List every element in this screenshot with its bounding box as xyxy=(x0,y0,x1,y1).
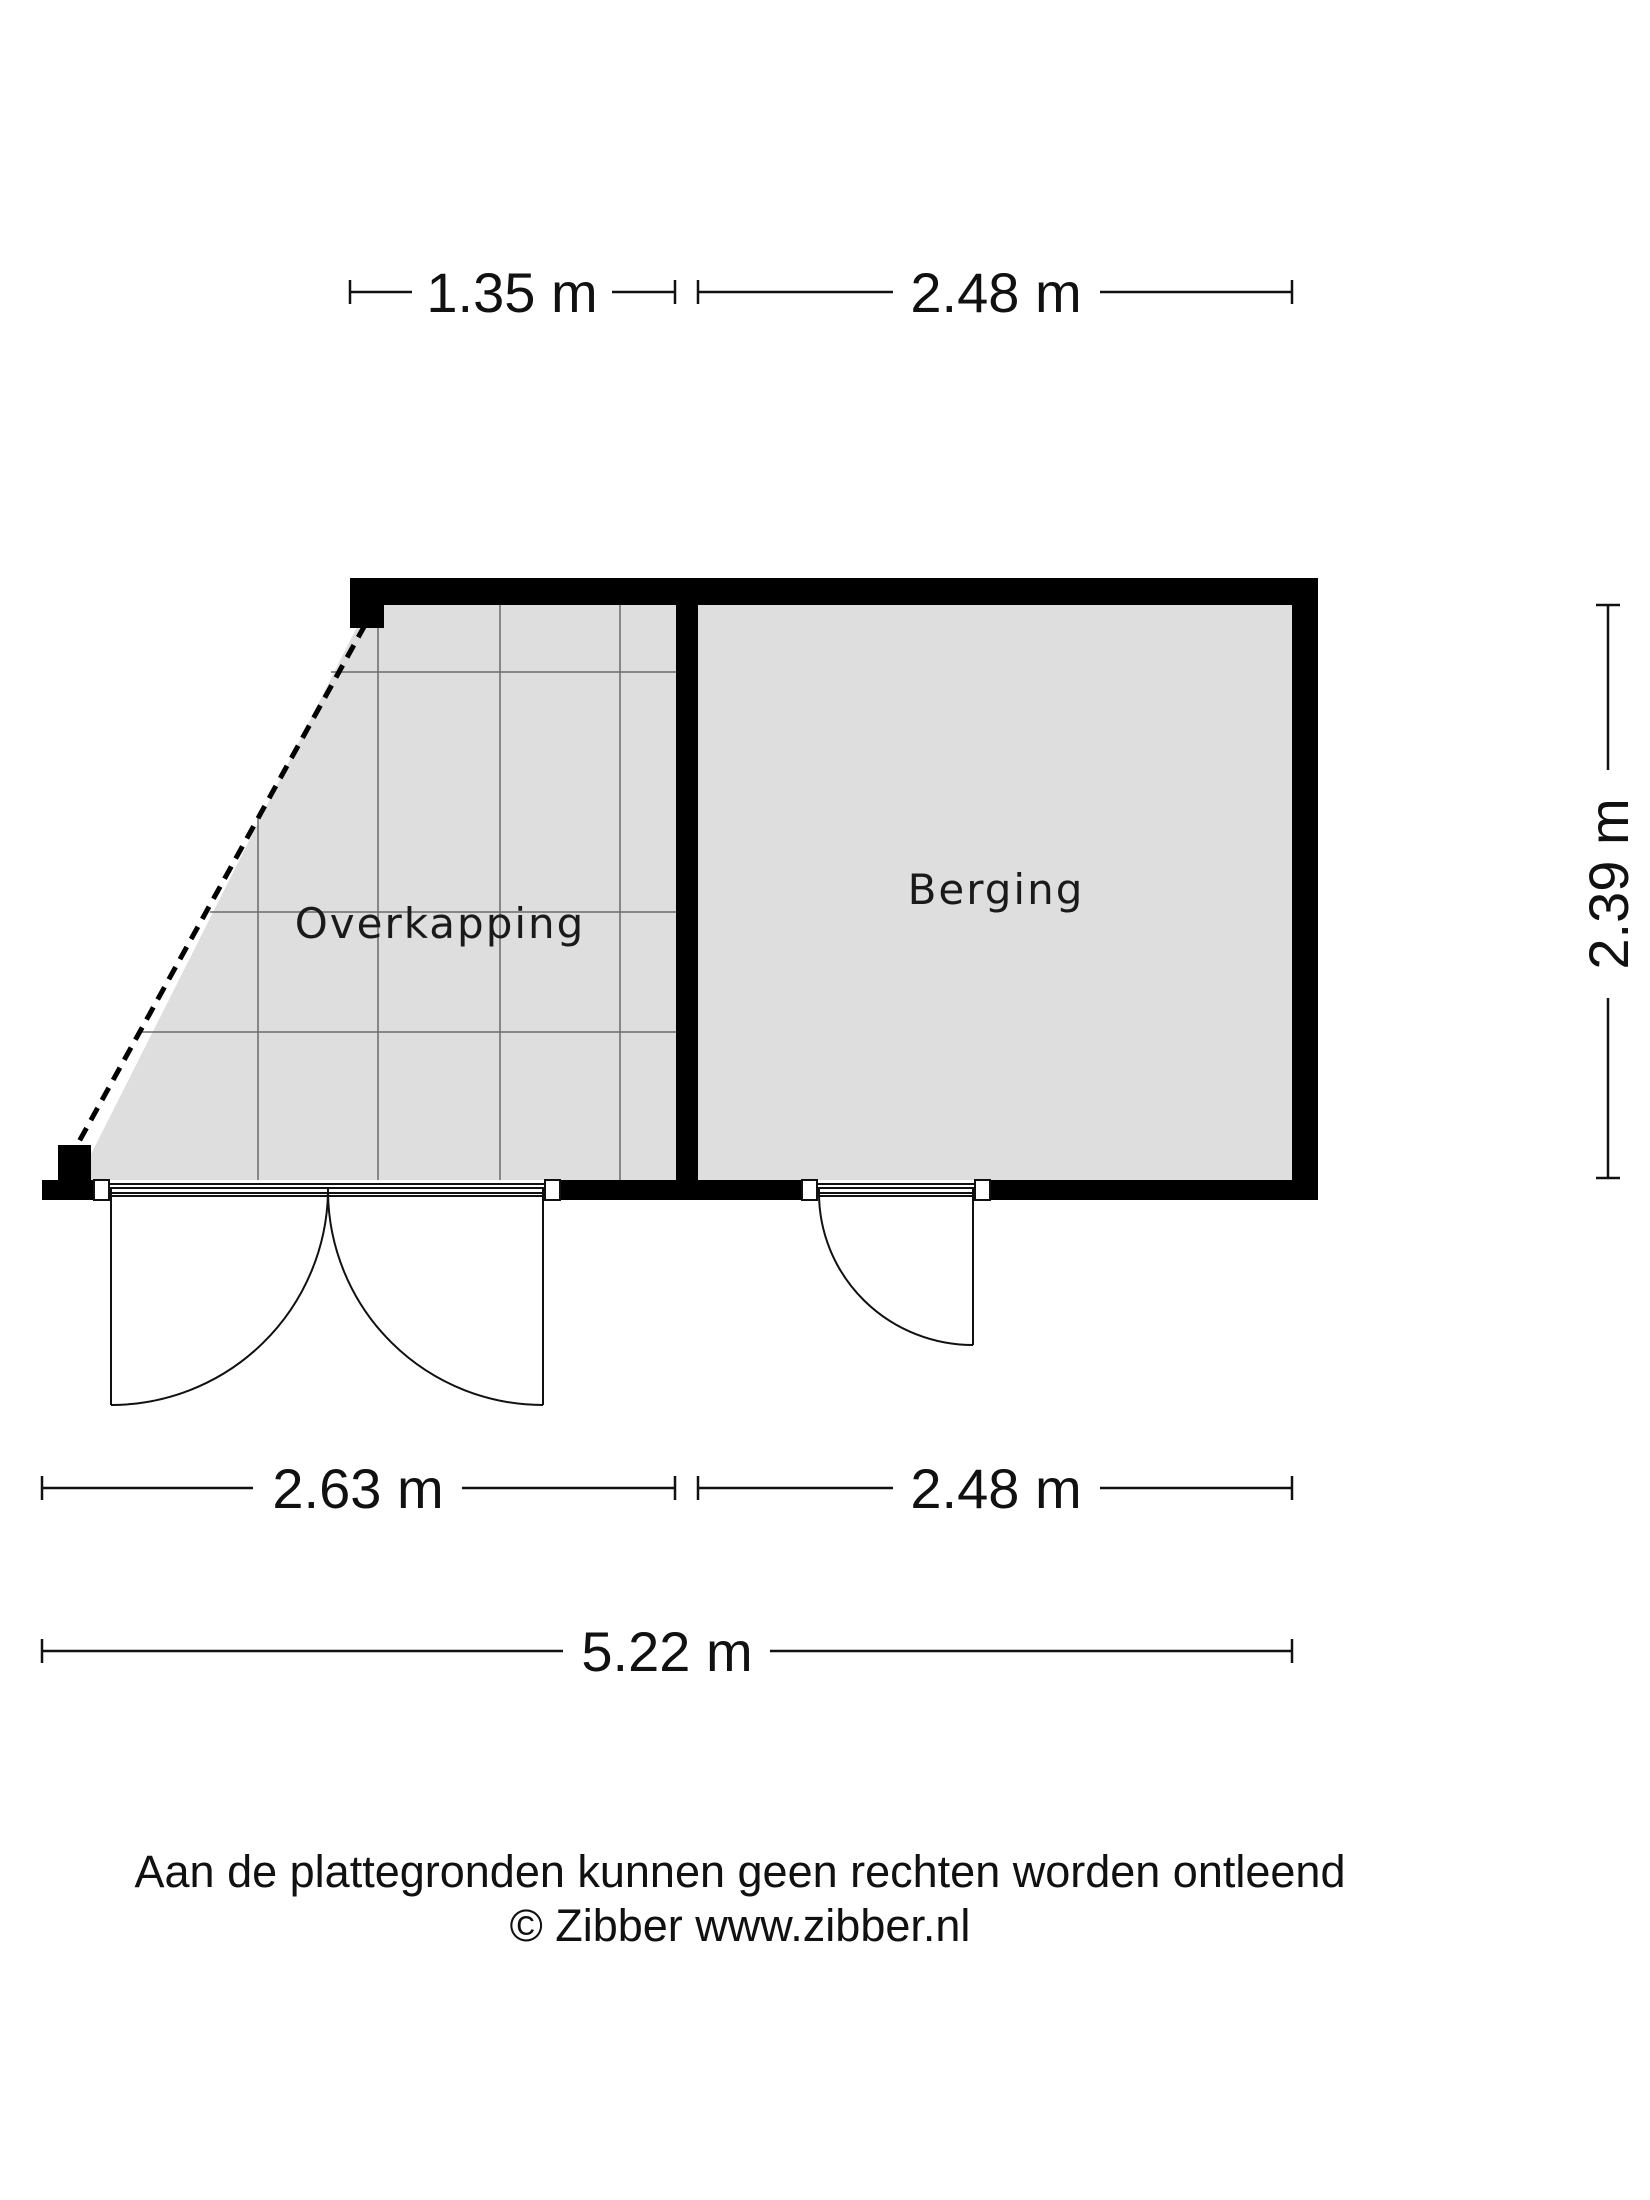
column-top-left xyxy=(350,578,384,628)
right-wall xyxy=(1292,578,1318,1200)
dimension-right-height: 2.39 m xyxy=(1577,798,1640,970)
disclaimer-text: Aan de plattegronden kunnen geen rechten worden ontleend xyxy=(134,1846,1346,1897)
double-door xyxy=(94,1180,560,1405)
bottom-wall-right xyxy=(990,1180,1318,1200)
bottom-wall-mid xyxy=(560,1180,802,1200)
dimension-bottom-left: 2.63 m xyxy=(272,1457,444,1520)
copyright-text: © Zibber www.zibber.nl xyxy=(509,1900,971,1951)
dimension-bottom-right: 2.48 m xyxy=(910,1457,1082,1520)
dimension-top-left: 1.35 m xyxy=(426,261,598,324)
room-label-berging: Berging xyxy=(907,865,1085,914)
bottom-wall-stub-left xyxy=(42,1180,94,1200)
dimension-top-right: 2.48 m xyxy=(910,261,1082,324)
overkapping-floor xyxy=(78,605,676,1180)
single-door xyxy=(802,1180,990,1345)
top-wall xyxy=(350,578,1318,605)
dimension-bottom-total: 5.22 m xyxy=(581,1620,753,1683)
column-bottom-left xyxy=(58,1145,91,1180)
room-label-overkapping: Overkapping xyxy=(294,899,586,948)
partition-wall xyxy=(676,578,698,1200)
